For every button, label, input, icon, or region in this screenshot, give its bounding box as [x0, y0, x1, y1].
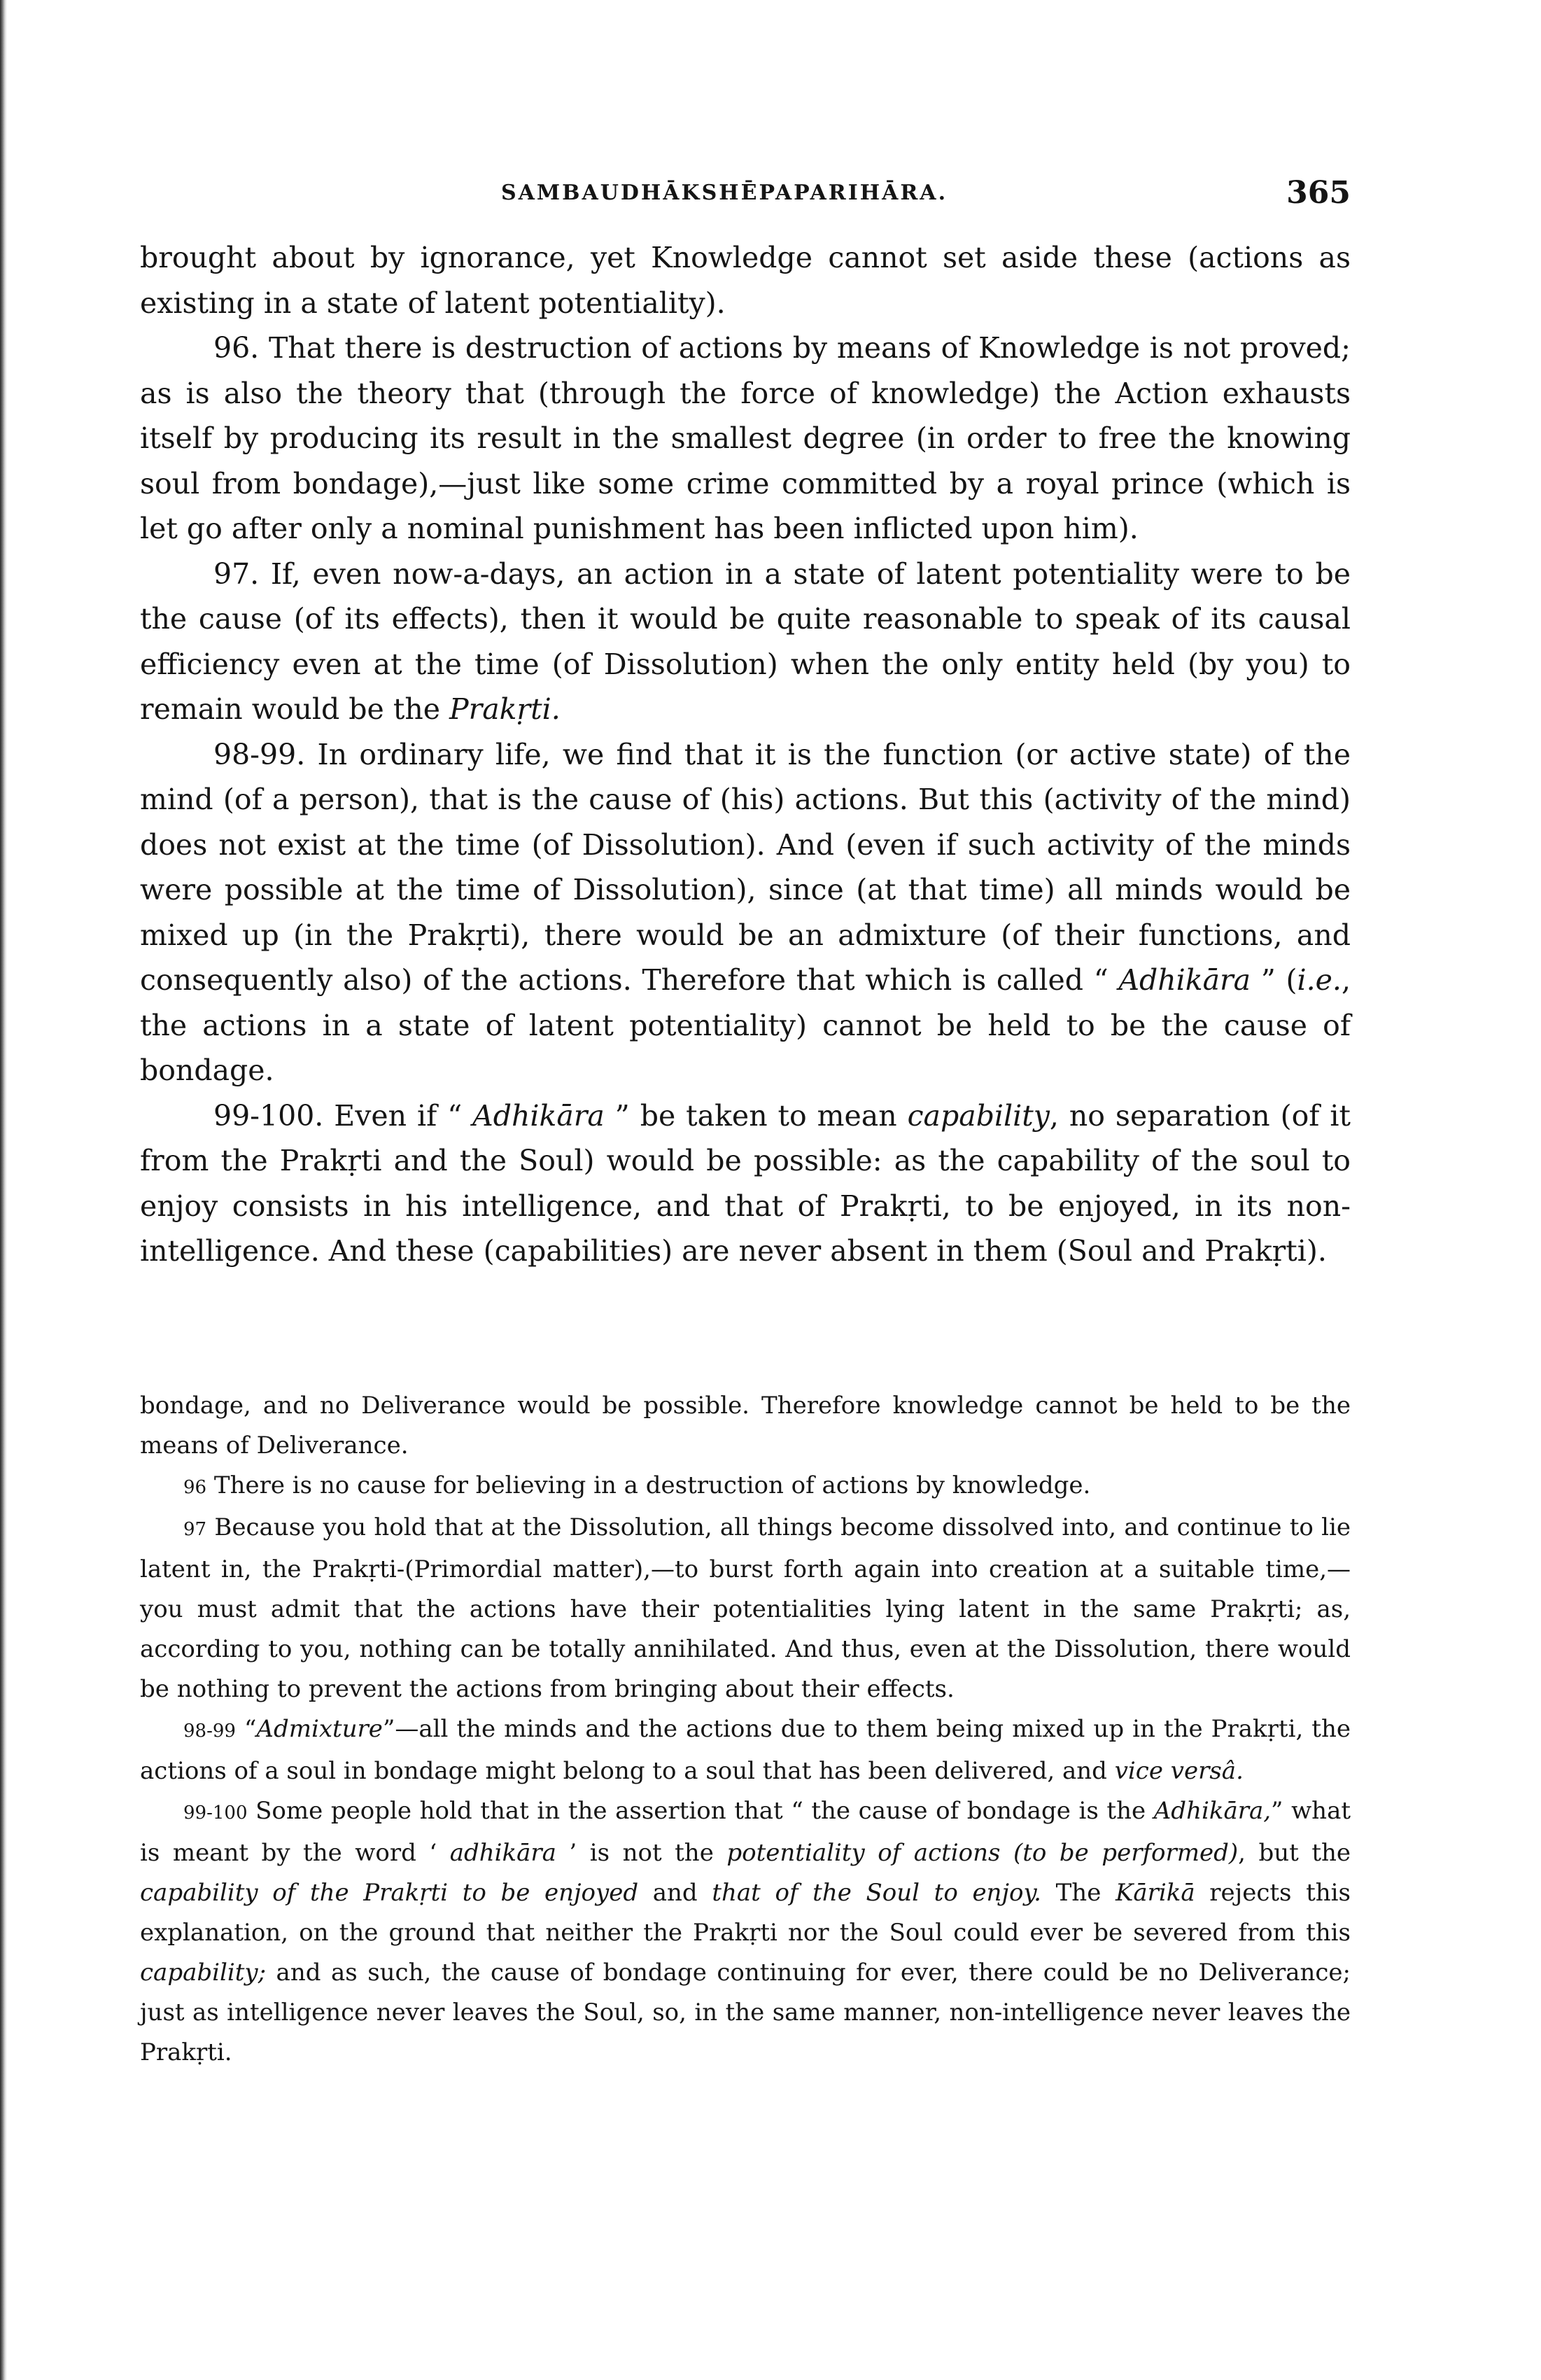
- footnote-96-text: There is no cause for believing in a destruction of actions by knowledge.: [213, 1471, 1091, 1499]
- paragraph-99-100-text-a: Even if “: [334, 1098, 473, 1133]
- footnote-number-96: 96: [183, 1477, 207, 1498]
- footnote-99-100-c: ” what is meant by the word ‘: [140, 1797, 1351, 1867]
- paragraph-98-99: [140, 732, 1351, 1093]
- footnote-98-99-italic-b: Admixture: [256, 1715, 383, 1743]
- footnote-number-97: 97: [183, 1519, 207, 1540]
- paragraph-continuation: brought about by ignorance, yet Knowledge cannot set aside these (actions as existing in a state of latent potentiality).: [140, 241, 1351, 320]
- footnote-99-100-italic-f: potentiality of actions (to be performed): [726, 1839, 1239, 1867]
- footnote-98-99-a: “: [244, 1715, 257, 1743]
- footnote-99-100-italic-h: capability of the Prakṛti to be enjoyed: [140, 1879, 639, 1907]
- paragraph-98-99-text-e: , the actions in a state of latent potentiality) cannot be held to be the cause of bondage.: [140, 963, 1351, 1087]
- paragraph-97-text: If, even now-a-days, an action in a state of latent potentiality were to be the cause (of its effects), then it would be quite reasonable to speak of its causal efficiency even at the time (of Dissolution) when the only entity held (by you) to remain would be the: [140, 556, 1351, 726]
- footnote-97: [140, 1508, 1351, 1709]
- footnote-99-100-italic-j: that of the Soul to enjoy.: [712, 1879, 1041, 1907]
- footnote-number-99-100: 99-100: [183, 1802, 248, 1823]
- footnote-99-100-italic-b: Adhikāra,: [1153, 1797, 1272, 1825]
- verse-number-96: 96.: [213, 331, 260, 365]
- paragraph-99-100-text-c: ” be taken to mean: [604, 1098, 908, 1133]
- paragraph-99-100-text-e: , no separation (of it from the Prakṛti and the Soul) would be possible: as the capability of the soul to enjoy consists in his intelligence, and that of Prakṛti, to be enjoyed, in its non-intelligence. And these (capabilities) are never absent in them (Soul and Prakṛti).: [140, 1098, 1351, 1268]
- paragraph-98-99-italic-d: i.e.: [1297, 963, 1342, 997]
- footnote-99-100-italic-l: Kārikā: [1115, 1879, 1195, 1907]
- paragraph-97-italic: Prakṛti.: [449, 692, 561, 726]
- footnote-99-100-k: The: [1041, 1879, 1116, 1907]
- footnote-99-100-a: Some people hold that in the assertion that “ the cause of bondage is the: [255, 1797, 1154, 1825]
- verse-number-97: 97.: [213, 556, 260, 591]
- paragraph-99-100-italic-b: Adhikāra: [472, 1098, 605, 1133]
- paragraph-96: [140, 326, 1351, 552]
- paragraph-98-99-text-a: In ordinary life, we find that it is the function (or active state) of the mind (of a person), that is the cause of (his) actions. But this (activity of the mind) does not exist at the time (of Dissolution). And (even if such activity of the minds were possible at the time of Dissolution), since (at that time) all minds would be mixed up (in the Prakṛti), there would be an admixture (of their functions, and consequently also) of the actions. Therefore that which is called “: [140, 737, 1351, 997]
- scan-binding-edge: [0, 0, 7, 2380]
- paragraph-98-99-text-c: ” (: [1251, 963, 1297, 997]
- footnote-99-100-m: rejects this explanation, on the ground that neither the Prakṛti nor the Soul could ever be severed from this: [140, 1879, 1351, 1947]
- running-head: SAMBAUDHĀKSHĒPAPARIHĀRA.: [500, 181, 948, 205]
- verse-number-98-99: 98-99.: [213, 737, 306, 771]
- paragraph-98-99-italic-a: Adhikāra: [1118, 963, 1251, 997]
- footnote-96: [140, 1466, 1351, 1508]
- footnotes: [140, 1386, 1351, 2073]
- page-header: [140, 175, 1351, 217]
- footnote-99-100-o: and as such, the cause of bondage continuing for ever, there could be no Deliverance; just as intelligence never leaves the Soul, so, in the same manner, non-intelligence never leaves the Prakṛti.: [140, 1959, 1351, 2066]
- footnote-97-text: Because you hold that at the Dissolution, all things become dissolved into, and continue to lie latent in, the Prakṛti-(Primordial matter),—to burst forth again into creation at a suitable time,—you must admit that the actions have their potentialities lying latent in the same Prakṛti; as, according to you, nothing can be totally annihilated. And thus, even at the Dissolution, there would be nothing to prevent the actions from bringing about their effects.: [140, 1513, 1351, 1703]
- paragraph-96-text: That there is destruction of actions by means of Knowledge is not proved; as is also the theory that (through the force of knowledge) the Action exhausts itself by producing its result in the smallest degree (in order to free the knowing soul from bondage),—just like some crime committed by a royal prince (which is let go after only a nominal punishment has been inflicted upon him).: [140, 331, 1351, 545]
- main-text: [140, 235, 1351, 1274]
- footnote-99-100-i: and: [638, 1879, 712, 1907]
- footnote-98-99: [140, 1709, 1351, 1791]
- footnote-98-99-italic-d: vice versâ.: [1114, 1757, 1244, 1785]
- footnote-99-100-italic-n: capability;: [140, 1959, 267, 1987]
- page-number: 365: [1286, 175, 1351, 211]
- footnote-99-100-italic-d: adhikāra: [449, 1839, 556, 1867]
- footnote-99-100-g: , but the: [1238, 1839, 1351, 1867]
- verse-number-99-100: 99-100.: [213, 1098, 324, 1133]
- paragraph-99-100-italic-d: capability: [907, 1098, 1050, 1133]
- paragraph-99-100: [140, 1093, 1351, 1274]
- footnote-98-99-c: ”—all the minds and the actions due to them being mixed up in the Prakṛti, the actions of a soul in bondage might belong to a soul that has been delivered, and: [140, 1715, 1351, 1785]
- footnote-99-100: [140, 1791, 1351, 2073]
- footnote-99-100-e: ’ is not the: [556, 1839, 727, 1867]
- paragraph-97: [140, 552, 1351, 732]
- footnote-number-98-99: 98-99: [183, 1721, 236, 1742]
- footnote-continuation: bondage, and no Deliverance would be possible. Therefore knowledge cannot be held to be the means of Deliverance.: [140, 1392, 1351, 1460]
